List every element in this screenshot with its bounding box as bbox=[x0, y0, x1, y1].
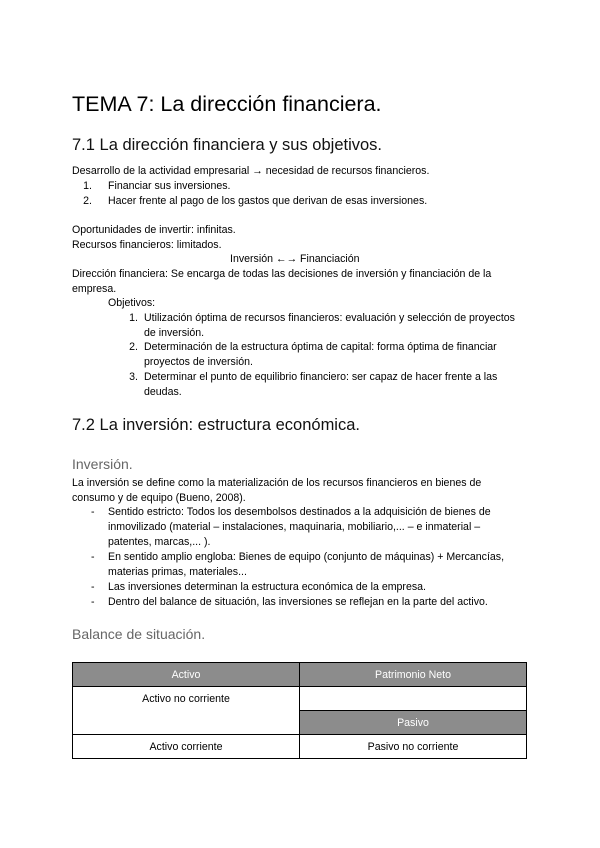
list-number: 2. bbox=[83, 195, 92, 207]
objetivos-label: Objetivos: bbox=[108, 297, 156, 309]
cell-activo-corriente: Activo corriente bbox=[73, 735, 300, 759]
objetivo-number: 1. bbox=[129, 312, 138, 324]
bullet-dash: - bbox=[91, 596, 95, 608]
header-pasivo: Pasivo bbox=[300, 711, 527, 735]
bullet-dash: - bbox=[91, 506, 95, 518]
section-heading-7-1: 7.1 La dirección financiera y sus objetivos. bbox=[72, 136, 383, 154]
objetivo-number: 3. bbox=[129, 371, 138, 383]
bullet-item: Sentido estricto: Todos los desembolsos destinados a la adquisición de bienes de inmovilizado (material – instalaciones, maquinaria, mobiliario,... – e inmaterial – patentes, marcas,... ). bbox=[108, 506, 491, 548]
bullet-item: En sentido amplio engloba: Bienes de equipo (conjunto de máquinas) + Mercancías, materias primas, materiales... bbox=[108, 551, 505, 578]
document-title: TEMA 7: La dirección financiera. bbox=[72, 92, 382, 116]
objetivo-number: 2. bbox=[129, 341, 138, 353]
subheading-balance: Balance de situación. bbox=[72, 626, 206, 642]
list-item: Hacer frente al pago de los gastos que derivan de esas inversiones. bbox=[108, 195, 428, 207]
cell-patrimonio-empty bbox=[300, 687, 527, 711]
objetivo-item: Utilización óptima de recursos financieros: evaluación y selección de proyectos de inversión. bbox=[144, 312, 515, 339]
inversion-definition: La inversión se define como la materialización de los recursos financieros en bienes de consumo y de equipo (Bueno, 2008). bbox=[72, 477, 482, 504]
intro-text: Desarrollo de la actividad empresarial → necesidad de recursos financieros. bbox=[72, 165, 430, 177]
direccion-financiera-text: Dirección financiera: Se encarga de todas las decisiones de inversión y financiación de la empresa. bbox=[72, 268, 492, 295]
inversion-financiacion-text: Inversión ←→ Financiación bbox=[230, 253, 360, 265]
bullet-item: Las inversiones determinan la estructura económica de la empresa. bbox=[108, 581, 426, 593]
subheading-inversion: Inversión. bbox=[72, 456, 133, 472]
objetivo-item: Determinación de la estructura óptima de capital: forma óptima de financiar proyectos de inversión. bbox=[144, 341, 497, 368]
bullet-item: Dentro del balance de situación, las inversiones se reflejan en la parte del activo. bbox=[108, 596, 488, 608]
cell-pasivo-no-corriente: Pasivo no corriente bbox=[300, 735, 527, 759]
objetivo-item: Determinar el punto de equilibrio financiero: ser capaz de hacer frente a las deudas. bbox=[144, 371, 498, 398]
recursos-text: Recursos financieros: limitados. bbox=[72, 239, 222, 251]
balance-table bbox=[72, 662, 527, 759]
oportunidades-text: Oportunidades de invertir: infinitas. bbox=[72, 224, 236, 236]
cell-activo-no-corriente: Activo no corriente bbox=[73, 687, 300, 735]
section-heading-7-2: 7.2 La inversión: estructura económica. bbox=[72, 416, 360, 434]
bullet-dash: - bbox=[91, 581, 95, 593]
header-patrimonio-neto: Patrimonio Neto bbox=[300, 663, 527, 687]
header-activo: Activo bbox=[73, 663, 300, 687]
list-number: 1. bbox=[83, 180, 92, 192]
bullet-dash: - bbox=[91, 551, 95, 563]
list-item: Financiar sus inversiones. bbox=[108, 180, 231, 192]
